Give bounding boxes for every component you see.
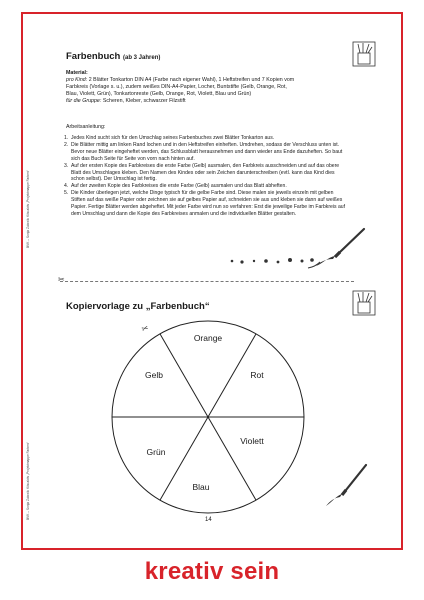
wheel-segment-label: Violett bbox=[240, 436, 264, 446]
scissors-icon: ✂ bbox=[140, 323, 150, 334]
wheel-segment-label: Grün bbox=[146, 447, 166, 457]
instruction-step: 3. Auf der ersten Kopie des Farbkreises die erste Farbe (Gelb) ausmalen, den Farbkreis ausschneiden und auf das obere Blatt des Umschlages kleben. Den Namen des Kindes oder sein Zeichen darunterschreiben (evtl. kann das Kind dies schon selbst). Der Umschlag ist fertig. bbox=[64, 162, 340, 183]
instruction-step: 2. Die Blätter mittig am linken Rand lochen und in den Heftstreifen einheften. Umdrehen, sodass der Verschluss unten ist. Bevor neue Blätter eingeheftet werden, das Schlussblatt herausnehmen und dann wieder ans Ende dazuheften. So baut sich das Buch Seite für Seite von vorn nach hinten auf. bbox=[64, 141, 343, 162]
scissors-icon: ✂ bbox=[58, 275, 65, 284]
paintbrush-icon bbox=[320, 462, 370, 512]
material-group-label: für die Gruppe: bbox=[66, 98, 102, 105]
wheel-segment-label: Blau bbox=[192, 482, 210, 492]
wheel-segment-label: Gelb bbox=[145, 370, 163, 380]
instruction-list bbox=[64, 135, 349, 218]
material-block bbox=[66, 70, 356, 105]
footer-brand: kreativ sein bbox=[144, 558, 280, 585]
color-wheel bbox=[88, 317, 328, 517]
instruction-step: 5. Die Kinder überlegen jetzt, welche Dinge typisch für die gelbe Farbe sind. Diese malen sie jeweils einzeln mit gelben Stiften auf das weiße Papier oder zeichnen sie auf gelbes Papier auf, schneiden sie aus und kleben sie dann auf weißes Papier. Fertige Blätter werden abgeheftet. Mit jeder Farbe wird nun so verfahren: Erst die jeweilige Farbe im Farbkreis auf dem Umschlag und dann die Kopie des Farbkreises anmalen und die individuellen Blätter gestalten. bbox=[64, 190, 346, 217]
side-credit-top: BVK – Sonja Zubrzik: Kita aktiv „Projektmappe Farben“ bbox=[26, 170, 30, 248]
wheel-segment-label: Rot bbox=[250, 370, 264, 380]
material-line-1: 2 Blätter Tonkarton DIN A4 (Farbe nach eigener Wahl), 1 Heftstreifen und 7 Kopien vom bbox=[88, 77, 295, 84]
brush-stroke-dots bbox=[228, 256, 318, 266]
title-age: (ab 3 Jahren) bbox=[123, 55, 161, 61]
side-credit-bottom: BVK – Sonja Zubrzik: Kita aktiv „Projektmappe Farben“ bbox=[26, 442, 30, 520]
wheel-segment-label: Orange bbox=[193, 333, 223, 343]
material-heading: Material: bbox=[66, 70, 88, 76]
material-line-4: Scheren, Kleber, schwarzer Filzstift bbox=[102, 98, 186, 105]
instruction-step: 4. Auf der zweiten Kopie des Farbkreises die erste Farbe (Gelb) ausmalen und das Blatt abheften. bbox=[64, 183, 287, 190]
cut-line bbox=[60, 281, 354, 282]
template-heading: Kopiervorlage zu „Farbenbuch“ bbox=[66, 301, 210, 312]
pencil-jar-icon bbox=[352, 41, 376, 67]
title-text: Farbenbuch bbox=[66, 51, 121, 62]
material-line-3: Blau, Violett, Grün), Tonkartonreste (Gelb, Orange, Rot, Violett, Blau und Grün) bbox=[66, 91, 252, 98]
page-title bbox=[66, 51, 160, 62]
pencil-jar-icon bbox=[352, 290, 376, 316]
instruction-step: 1. Jedes Kind sucht sich für den Umschlag seines Farbenbuches zwei Blätter Tonkarton aus. bbox=[64, 135, 275, 141]
material-line-2: Farbkreis (Vorlage s. u.), zudem weißes DIN-A4-Papier, Locher, Buntstifte (Gelb, Orange, Rot, bbox=[66, 84, 287, 91]
instructions-heading: Arbeitsanleitung: bbox=[66, 124, 106, 130]
page-number: 14 bbox=[205, 517, 212, 523]
material-per-child-label: pro Kind: bbox=[66, 77, 88, 84]
